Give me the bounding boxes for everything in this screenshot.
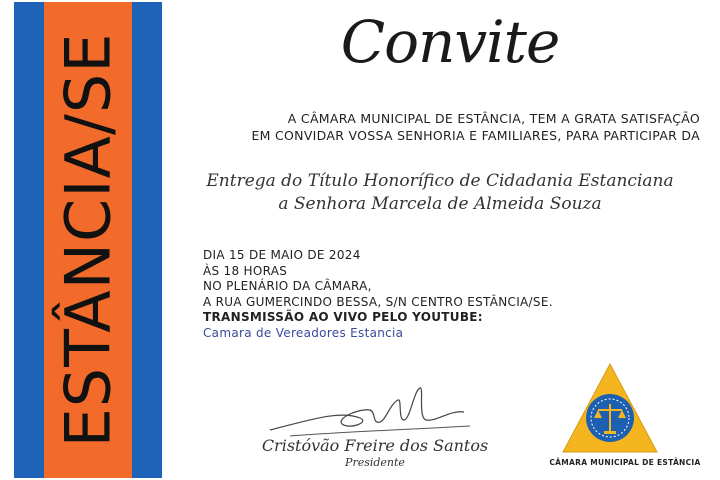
banner-text: ESTÂNCIA/SE — [51, 32, 125, 448]
event-date: DIA 15 DE MAIO DE 2024 — [203, 248, 361, 262]
intro-line-1: A CÂMARA MUNICIPAL DE ESTÂNCIA, TEM A GRATA SATISFAÇÃO — [287, 111, 700, 126]
intro-text — [180, 110, 700, 144]
intro-line-2: EM CONVIDAR VOSSA SENHORIA E FAMILIARES, PARA PARTICIPAR DA — [251, 128, 700, 143]
broadcast-label: TRANSMISSÃO AO VIVO PELO YOUTUBE: — [203, 310, 483, 324]
event-line-2: a Senhora Marcela de Almeida Souza — [278, 194, 602, 214]
signature-scribble — [230, 380, 480, 442]
event-time: ÀS 18 HORAS — [203, 263, 288, 278]
youtube-channel-link[interactable]: Camara de Vereadores Estancia — [203, 325, 404, 340]
event-line-1: Entrega do Título Honorífico de Cidadania Estanciana — [206, 171, 674, 191]
event-details — [203, 248, 553, 341]
event-place: NO PLENÁRIO DA CÂMARA, — [203, 279, 372, 293]
chamber-logo — [560, 360, 660, 456]
side-banner — [14, 2, 162, 478]
signer-role: Presidente — [345, 456, 405, 469]
invitation-title: Convite — [340, 8, 560, 76]
scale-base — [604, 431, 616, 434]
logo-caption: CÂMARA MUNICIPAL DE ESTÂNCIA — [549, 458, 701, 467]
event-title — [180, 170, 700, 216]
signer-name: Cristóvão Freire dos Santos — [261, 436, 489, 455]
event-address: A RUA GUMERCINDO BESSA, S/N CENTRO ESTÂNCIA/SE. — [203, 294, 553, 309]
